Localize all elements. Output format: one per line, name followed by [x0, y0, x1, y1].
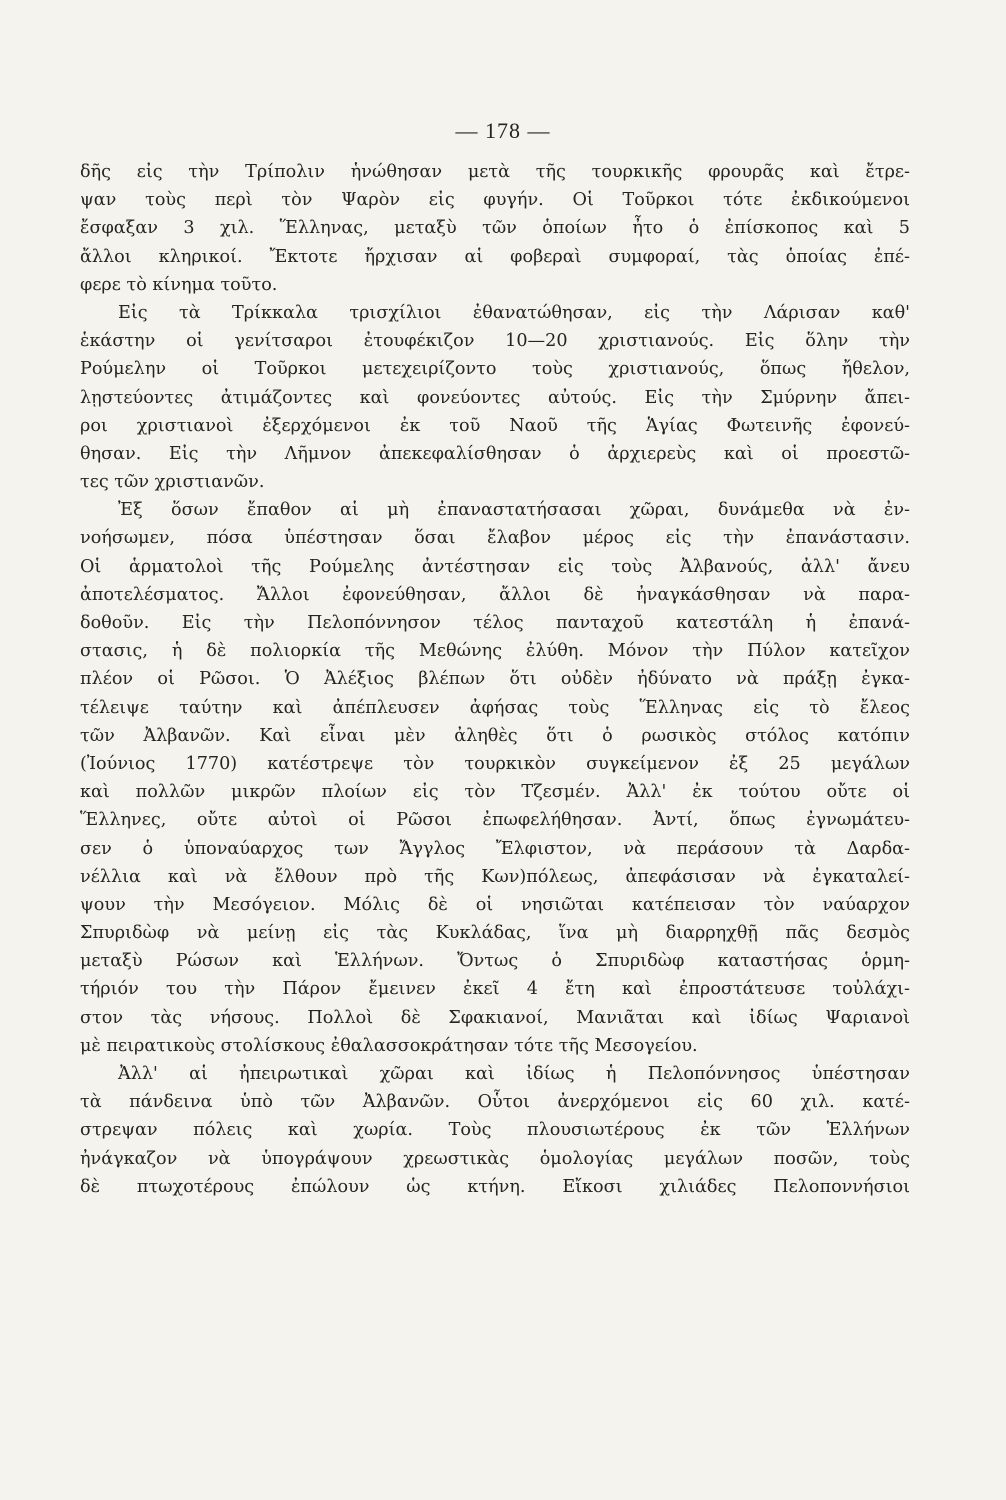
text-line: τέλειψε ταύτην καὶ ἀπέπλευσεν ἀφήσας τοὺς Ἕλληνας εἰς τὸ ἔλεος	[80, 697, 910, 718]
text-line: δοθοῦν. Εἰς τὴν Πελοπόννησον τέλος πανταχοῦ κατεστάλη ἡ ἐπανά-	[80, 613, 910, 633]
text-line: ροι χριστιανοὶ ἐξερχόμενοι ἐκ τοῦ Ναοῦ τῆς Ἁγίας Φωτεινῆς ἐφονεύ-	[80, 415, 910, 436]
text-line: Οἱ ἁρματολοὶ τῆς Ρούμελης ἀντέστησαν εἰς τοὺς Ἀλβανούς, ἀλλ' ἄνευ	[80, 556, 910, 577]
text-line: ἠνάγκαζον νὰ ὑπογράψουν χρεωστικὰς ὁμολογίας μεγάλων ποσῶν, τοὺς	[80, 1148, 910, 1169]
paragraph	[80, 496, 910, 1060]
text-line: λῃστεύοντες ἀτιμάζοντες καὶ φονεύοντες αὐτούς. Εἰς τὴν Σμύρνην ἄπει-	[80, 387, 910, 408]
text-line: ἔσφαξαν 3 χιλ. Ἕλληνας, μεταξὺ τῶν ὁποίων ἦτο ὁ ἐπίσκοπος καὶ 5	[80, 218, 910, 239]
text-line: τήριόν του τὴν Πάρον ἔμεινεν ἐκεῖ 4 ἔτη καὶ ἐπροστάτευσε τοὐλάχι-	[80, 979, 910, 1000]
text-line: πλέον οἱ Ρῶσοι. Ὁ Ἀλέξιος βλέπων ὅτι οὐδὲν ἠδύνατο νὰ πράξῃ ἐγκα-	[80, 669, 910, 690]
text-line: δὲ πτωχοτέρους ἐπώλουν ὡς κτήνη. Εἴκοσι χιλιάδες Πελοποννήσιοι	[80, 1176, 910, 1197]
paragraph	[80, 158, 910, 299]
text-line: ἀποτελέσματος. Ἄλλοι ἐφονεύθησαν, ἄλλοι δὲ ἠναγκάσθησαν νὰ παρα-	[80, 584, 910, 605]
text-line: ψαν τοὺς περὶ τὸν Ψαρὸν εἰς φυγήν. Οἱ Τοῦρκοι τότε ἐκδικούμενοι	[80, 190, 910, 211]
text-line: (Ἰούνιος 1770) κατέστρεψε τὸν τουρκικὸν συγκείμενον ἐξ 25 μεγάλων	[80, 753, 910, 774]
page-number: — 178 —	[455, 118, 551, 143]
text-line: Σπυριδὼφ νὰ μείνῃ εἰς τὰς Κυκλάδας, ἵνα μὴ διαρρηχθῇ πᾶς δεσμὸς	[80, 923, 910, 944]
text-line: Εἰς τὰ Τρίκκαλα τρισχίλιοι ἐθανατώθησαν, εἰς τὴν Λάρισαν καθ'	[118, 302, 910, 323]
text-line: φερε τὸ κίνημα τοῦτο.	[80, 274, 278, 295]
text-line: θησαν. Εἰς τὴν Λῆμνον ἀπεκεφαλίσθησαν ὁ ἀρχιερεὺς καὶ οἱ προεστῶ-	[80, 443, 910, 464]
text-line: νοήσωμεν, πόσα ὑπέστησαν ὅσαι ἔλαβον μέρος εἰς τὴν ἐπανάστασιν.	[80, 528, 910, 549]
text-line: Ρούμελην οἱ Τοῦρκοι μετεχειρίζοντο τοὺς χριστιανούς, ὅπως ἤθελον,	[80, 359, 910, 380]
text-line: δῆς εἰς τὴν Τρίπολιν ἡνώθησαν μετὰ τῆς τουρκικῆς φρουρᾶς καὶ ἔτρε-	[80, 162, 910, 182]
text-line: μὲ πειρατικοὺς στολίσκους ἐθαλασσοκράτησαν τότε τῆς Μεσογείου.	[80, 1035, 698, 1056]
body-text	[80, 158, 910, 1201]
text-line: σεν ὁ ὑποναύαρχος των Ἄγγλος Ἔλφιστον, νὰ περάσουν τὰ Δαρδα-	[80, 838, 910, 859]
text-line: ἄλλοι κληρικοί. Ἔκτοτε ἤρχισαν αἱ φοβεραὶ συμφοραί, τὰς ὁποίας ἐπέ-	[80, 246, 910, 267]
text-line: ἑκάστην οἱ γενίτσαροι ἐτουφέκιζον 10—20 χριστιανούς. Εἰς ὅλην τὴν	[80, 331, 910, 352]
text-line: τες τῶν χριστιανῶν.	[80, 472, 265, 493]
text-line: τῶν Ἀλβανῶν. Καὶ εἶναι μὲν ἀληθὲς ὅτι ὁ ρωσικὸς στόλος κατόπιν	[80, 725, 910, 746]
paragraph	[80, 299, 910, 496]
text-line: στον τὰς νήσους. Πολλοὶ δὲ Σφακιανοί, Μανιᾶται καὶ ἰδίως Ψαριανοὶ	[80, 1007, 910, 1028]
text-line: Ἕλληνες, οὔτε αὐτοὶ οἱ Ρῶσοι ἐπωφελήθησαν. Ἀντί, ὅπως ἐγνωμάτευ-	[80, 810, 910, 831]
text-line: στασις, ἡ δὲ πολιορκία τῆς Μεθώνης ἐλύθη. Μόνον τὴν Πύλον κατεῖχον	[80, 641, 910, 662]
text-line: καὶ πολλῶν μικρῶν πλοίων εἰς τὸν Τζεσμέν. Ἀλλ' ἐκ τούτου οὔτε οἱ	[80, 782, 910, 803]
text-line: νέλλια καὶ νὰ ἔλθουν πρὸ τῆς Κων)πόλεως, ἀπεφάσισαν νὰ ἐγκαταλεί-	[80, 866, 910, 887]
text-line: Ἀλλ' αἱ ἠπειρωτικαὶ χῶραι καὶ ἰδίως ἡ Πελοπόννησος ὑπέστησαν	[118, 1064, 910, 1084]
text-line: μεταξὺ Ρώσων καὶ Ἑλλήνων. Ὄντως ὁ Σπυριδὼφ καταστήσας ὁρμη-	[80, 951, 910, 972]
text-line: ψουν τὴν Μεσόγειον. Μόλις δὲ οἱ νησιῶται κατέπεισαν τὸν ναύαρχον	[80, 894, 910, 915]
text-line: στρεψαν πόλεις καὶ χωρία. Τοὺς πλουσιωτέρους ἐκ τῶν Ἑλλήνων	[80, 1120, 910, 1141]
text-line: Ἐξ ὅσων ἔπαθον αἱ μὴ ἐπαναστατήσασαι χῶραι, δυνάμεθα νὰ ἐν-	[118, 500, 910, 521]
paragraph	[80, 1060, 910, 1201]
text-line: τὰ πάνδεινα ὑπὸ τῶν Ἀλβανῶν. Οὗτοι ἀνερχόμενοι εἰς 60 χιλ. κατέ-	[80, 1092, 910, 1113]
